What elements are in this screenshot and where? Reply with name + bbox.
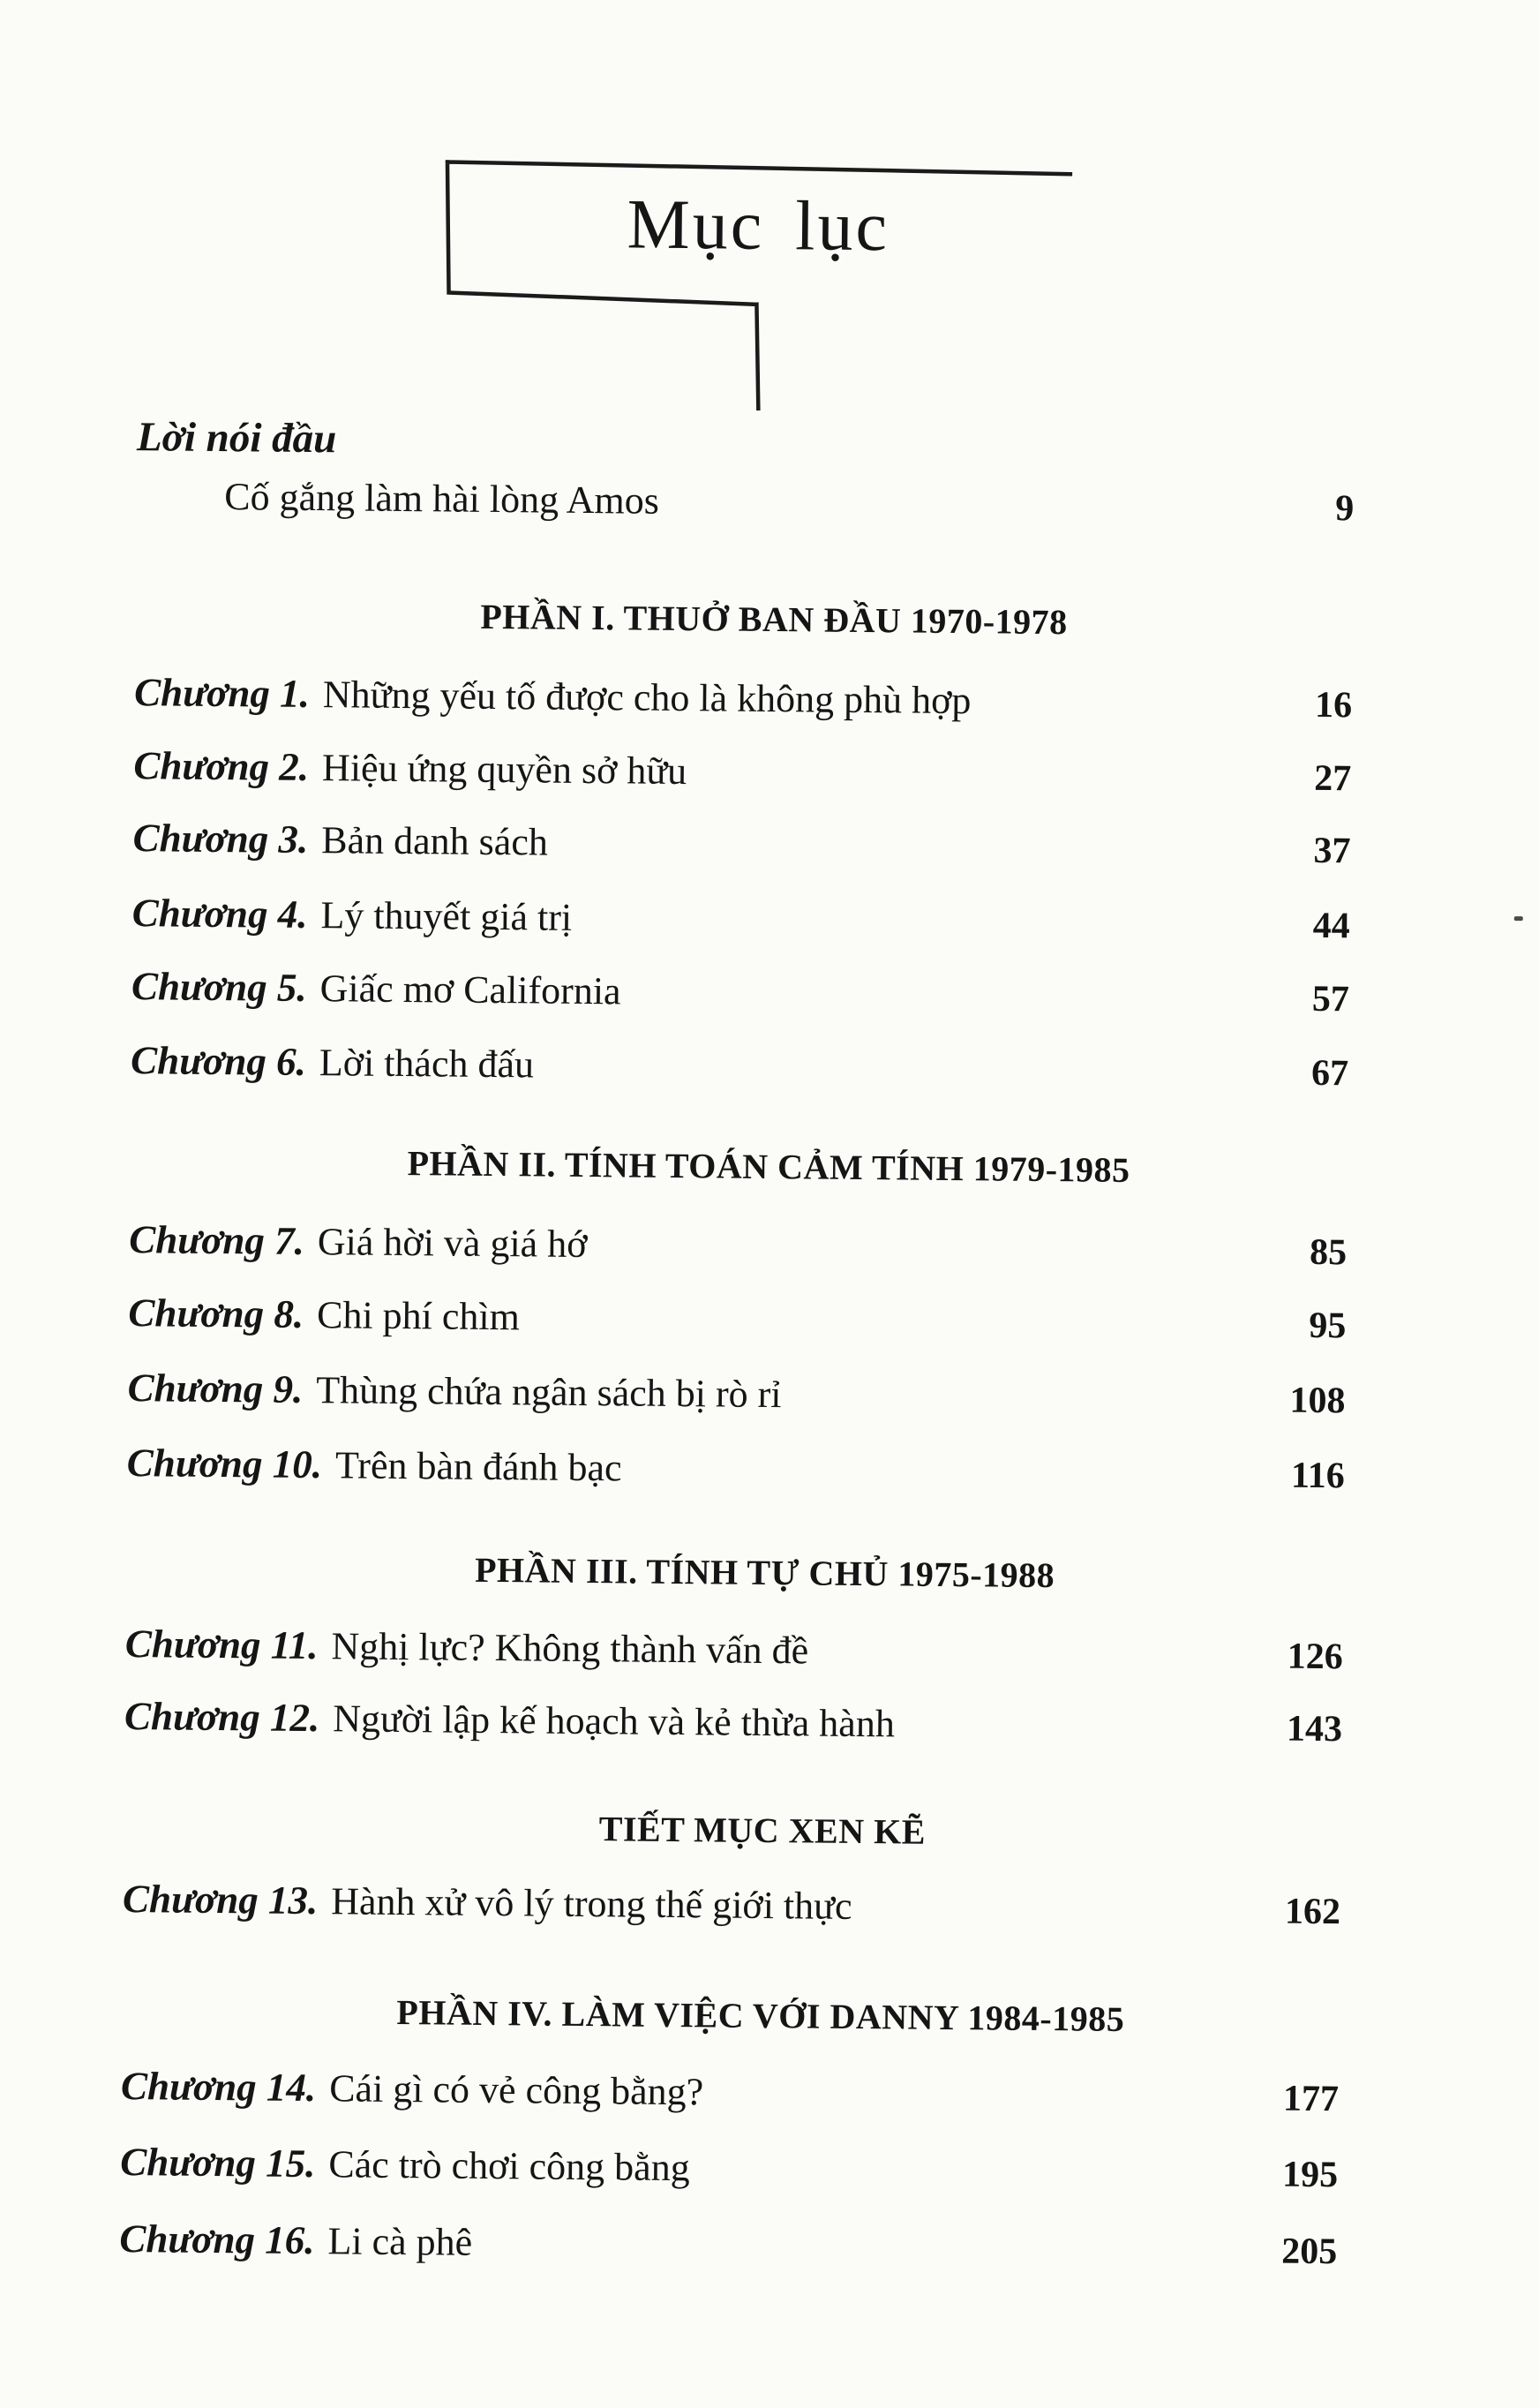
chapter-label: Chương 3. [132, 816, 309, 862]
page-number: 162 [1284, 1891, 1341, 1933]
part-heading-2: PHẦN II. TÍNH TOÁN CẢM TÍNH 1979-1985 [407, 1143, 1130, 1190]
chapter-label: Chương 9. [127, 1366, 304, 1411]
chapter-label: Chương 6. [130, 1038, 307, 1084]
chapter-title: Giấc mơ California [319, 967, 621, 1013]
chapter-label: Chương 4. [131, 891, 308, 937]
page-number: 85 [1309, 1231, 1348, 1274]
page-number: 9 [1335, 488, 1355, 530]
toc-entry [119, 2214, 1337, 2276]
chapter-label: Chương 7. [128, 1217, 305, 1263]
chapter-label: Chương 2. [133, 743, 310, 789]
page-number: 67 [1310, 1052, 1349, 1095]
chapter-title: Cái gì có vẻ công bằng? [328, 2066, 704, 2114]
toc-entry [127, 1438, 1345, 1500]
toc-entry [125, 1619, 1343, 1681]
toc-entry [124, 1691, 1342, 1753]
part-heading-4: PHẦN IV. LÀM VIỆC VỚI DANNY 1984-1985 [396, 1991, 1125, 2039]
toc-entry-preface [224, 472, 1354, 532]
chapter-label: Chương 1. [133, 670, 311, 716]
page-number: 108 [1289, 1380, 1346, 1422]
chapter-title: Lý thuyết giá trị [320, 893, 573, 939]
scan-artifact [1514, 916, 1523, 921]
page-number: 126 [1287, 1636, 1343, 1678]
toc-entry [121, 2061, 1339, 2123]
toc-entry [134, 667, 1352, 729]
page-number: 195 [1281, 2154, 1339, 2196]
part-heading-1: PHẦN I. THUỞ BAN ĐẦU 1970-1978 [480, 596, 1068, 643]
toc-entry [129, 1215, 1347, 1276]
chapter-title: Chi phí chìm [316, 1293, 521, 1339]
part-heading-3: PHẦN III. TÍNH TỰ CHỦ 1975-1988 [474, 1549, 1055, 1596]
page-number: 37 [1313, 830, 1351, 872]
chapter-title: Hành xử vô lý trong thế giới thực [331, 1879, 852, 1928]
page-number: 44 [1312, 905, 1350, 947]
chapter-label: Chương 10. [126, 1441, 323, 1487]
chapter-title: Lời thách đấu [319, 1041, 535, 1087]
preface-heading: Lời nói đầu [136, 414, 337, 463]
chapter-title: Thùng chứa ngân sách bị rò rỉ [316, 1368, 782, 1417]
page-number: 143 [1286, 1708, 1343, 1750]
chapter-title: Trên bàn đánh bạc [334, 1443, 622, 1490]
page-number: 205 [1281, 2231, 1338, 2273]
chapter-label: Chương 15. [119, 2139, 316, 2186]
page-number: 116 [1290, 1455, 1345, 1497]
toc-entry [127, 1363, 1345, 1425]
page-number: 16 [1314, 684, 1353, 726]
chapter-label: Chương 14. [120, 2063, 317, 2111]
toc-entry [133, 741, 1351, 802]
chapter-label: Chương 11. [124, 1622, 319, 1668]
chapter-label: Chương 5. [131, 964, 307, 1010]
page-number: 95 [1309, 1305, 1347, 1347]
chapter-title: Người lập kế hoạch và kẻ thừa hành [332, 1697, 896, 1746]
chapter-title: Giá hời và giá hớ [317, 1220, 588, 1267]
toc-entry [123, 1874, 1340, 1936]
toc-entry [132, 813, 1350, 875]
chapter-title: Những yếu tố được cho là không phù hợp [322, 673, 972, 723]
chapter-label: Chương 12. [124, 1694, 320, 1741]
chapter-title: Hiệu ứng quyền sở hữu [321, 746, 687, 794]
chapter-title: Bản danh sách [321, 818, 549, 864]
page-number: 177 [1282, 2078, 1340, 2120]
page-number: 27 [1314, 757, 1352, 800]
entry-title: Cố gắng làm hài lòng Amos [224, 475, 660, 523]
chapter-label: Chương 13. [122, 1877, 319, 1923]
interlude-heading: TIẾT MỤC XEN KẼ [598, 1809, 927, 1852]
chapter-title: Các trò chơi công bằng [328, 2142, 690, 2190]
chapter-title: Li cà phê [327, 2219, 473, 2264]
chapter-title: Nghị lực? Không thành vấn đề [331, 1624, 809, 1673]
toc-entry [132, 888, 1350, 950]
chapter-label: Chương 8. [128, 1291, 304, 1336]
page-number: 57 [1311, 978, 1350, 1020]
toc-entry [131, 961, 1349, 1023]
toc-entry [131, 1035, 1348, 1097]
chapter-label: Chương 16. [119, 2216, 315, 2263]
toc-entry [120, 2137, 1338, 2199]
page-title: Mục lục [627, 185, 890, 267]
toc-entry [128, 1288, 1346, 1350]
